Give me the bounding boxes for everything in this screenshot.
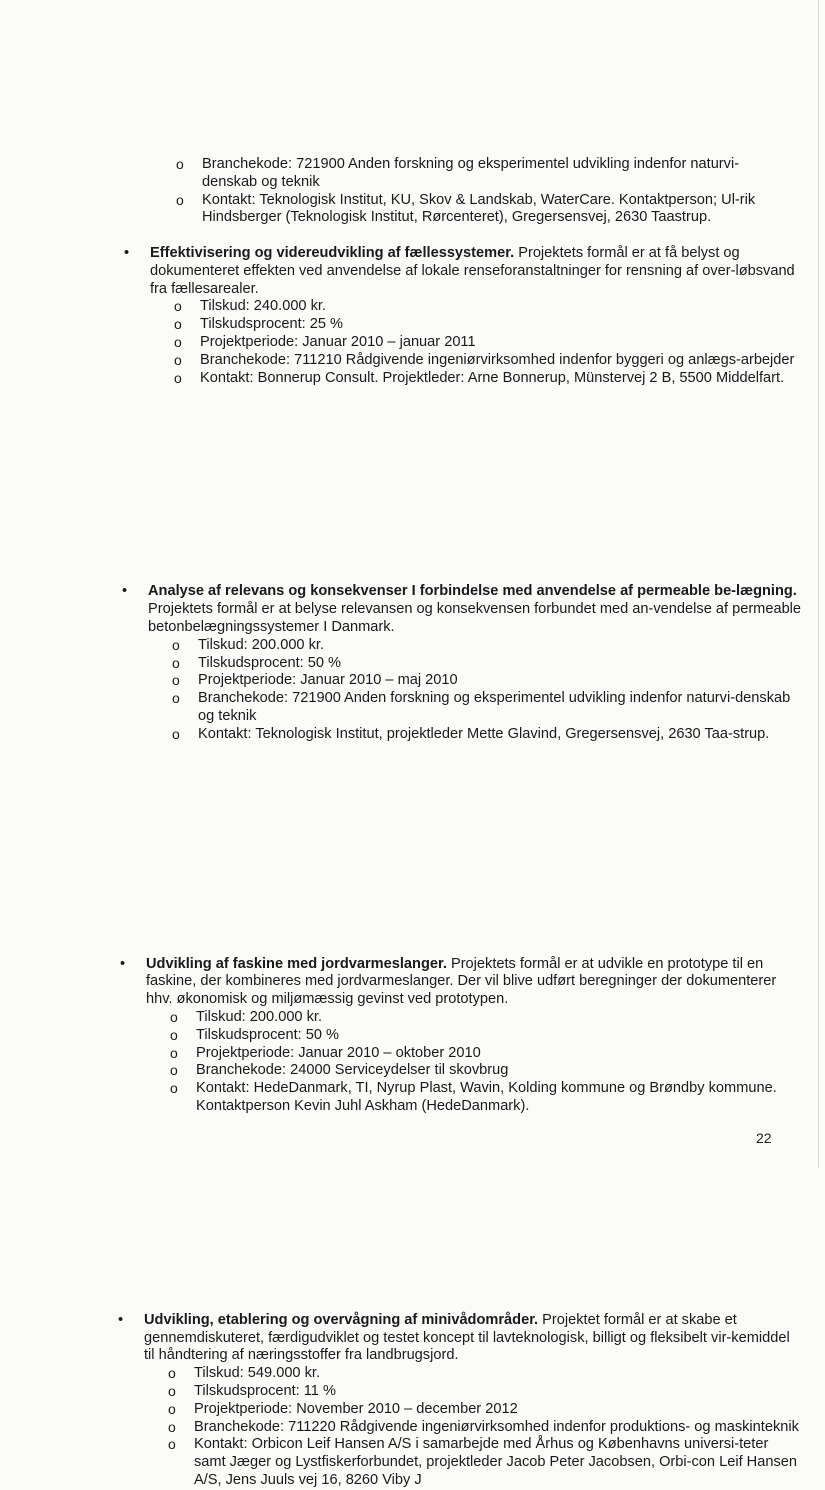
sub-item: o Branchekode: 711220 Rådgivende ingeniørvirksomhed indenfor produktions- og maskinteknik (168, 1419, 802, 1437)
project-paragraph (146, 956, 802, 1009)
sub-item: o Projektperiode: Januar 2010 – januar 2011 (174, 334, 802, 352)
sub-item: o Projektperiode: Januar 2010 – maj 2010 (172, 672, 802, 690)
project-paragraph (148, 583, 802, 636)
project-item (120, 956, 802, 1116)
project-item (124, 245, 802, 387)
project-sub-list (168, 1365, 802, 1490)
project-title: Udvikling, etablering og overvågning af minivådområder. (144, 1311, 539, 1328)
project-item (122, 583, 802, 743)
bullet-marker: • (124, 245, 130, 261)
sub-item: o Kontakt: Orbicon Leif Hansen A/S i samarbejde med Århus og Københavns universi-teter samt Jæger og Lystfiskerforbundet, projektleder Jacob Peter Jacobsen, Orbi-con Leif Hansen A/S, Jens Juuls vej 16, 8260 Viby J (168, 1436, 802, 1489)
sub-item: o Tilskud: 200.000 kr. (170, 1009, 802, 1027)
sub-item: o Kontakt: Bonnerup Consult. Projektleder: Arne Bonnerup, Münstervej 2 B, 5500 Middelfart. (174, 370, 802, 388)
sub-item: o Projektperiode: November 2010 – december 2012 (168, 1401, 802, 1419)
sub-item: o Projektperiode: Januar 2010 – oktober 2010 (170, 1045, 802, 1063)
sub-item: o Branchekode: 711210 Rådgivende ingeniørvirksomhed indenfor byggeri og anlægs-arbejder (174, 352, 802, 370)
sub-item: o Tilskud: 549.000 kr. (168, 1365, 802, 1383)
project-title: Effektivisering og videreudvikling af fællessystemer. (150, 245, 515, 261)
continuation-sub-list (176, 156, 776, 227)
sub-item: o Kontakt: Teknologisk Institut, KU, Skov & Landskab, WaterCare. Kontaktperson; Ul-rik Hindsberger (Teknologisk Institut, Rørcenteret), Gregersensvej, 2630 Taastrup. (176, 192, 776, 228)
project-sub-list (172, 637, 802, 744)
project-description: Projektet formål er at skabe et gennemdiskuteret, færdigudviklet og testet koncept til lavteknologisk, billigt og fleksibelt vir-kemiddel til håndtering af næringsstoffer fra landbrugsjord. (144, 1311, 790, 1364)
sub-item: o Tilskud: 200.000 kr. (172, 637, 802, 655)
sub-item: o Tilskudsprocent: 50 % (172, 655, 802, 673)
project-description: Projektets formål er at få belyst og dokumenteret effekten ved anvendelse af lokale renseforanstaltninger for rensning af over-løbsvand fra fællesarealer. (150, 245, 795, 297)
project-item (118, 1312, 802, 1490)
project-title: Analyse af relevans og konsekvenser I forbindelse med anvendelse af permeable be-lægning. (148, 583, 797, 600)
project-description: Projektets formål er at udvikle en prototype til en faskine, der kombineres med jordvarmeslanger. Der vil blive udført beregninger der dokumenterer hhv. økonomisk og miljømæssig gevinst ved prototypen. (146, 955, 777, 1008)
project-paragraph (150, 245, 802, 298)
project-sub-list (170, 1009, 802, 1116)
page-number: 22 (756, 1130, 772, 1146)
project-description: Projektets formål er at belyse relevansen og konsekvensen forbundet med an-vendelse af permeable betonbelægningssystemer I Danmark. (148, 601, 802, 635)
project-paragraph (144, 1312, 802, 1365)
bullet-marker: • (120, 955, 126, 972)
bullet-marker: • (122, 583, 128, 600)
sub-item: o Tilskudsprocent: 25 % (174, 316, 802, 334)
project-sub-list (174, 298, 802, 387)
sub-item: o Tilskudsprocent: 11 % (168, 1383, 802, 1401)
sub-item: o Kontakt: HedeDanmark, TI, Nyrup Plast, Wavin, Kolding kommune og Brøndby kommune. Kontaktperson Kevin Juhl Askham (HedeDanmark). (170, 1080, 802, 1116)
sub-item: o Branchekode: 24000 Serviceydelser til skovbrug (170, 1062, 802, 1080)
sub-item: o Tilskudsprocent: 50 % (170, 1027, 802, 1045)
sub-item: o Tilskud: 240.000 kr. (174, 298, 802, 316)
bullet-marker: • (118, 1311, 124, 1328)
sub-item: o Branchekode: 721900 Anden forskning og eksperimentel udvikling indenfor naturvi-denskab og teknik (176, 156, 776, 192)
sub-item: o Branchekode: 721900 Anden forskning og eksperimentel udvikling indenfor naturvi-denskab og teknik (172, 690, 802, 726)
scan-edge-line (818, 0, 819, 1168)
project-title: Udvikling af faskine med jordvarmeslanger. (146, 955, 447, 972)
sub-item: o Kontakt: Teknologisk Institut, projektleder Mette Glavind, Gregersensvej, 2630 Taa-strup. (172, 726, 802, 744)
